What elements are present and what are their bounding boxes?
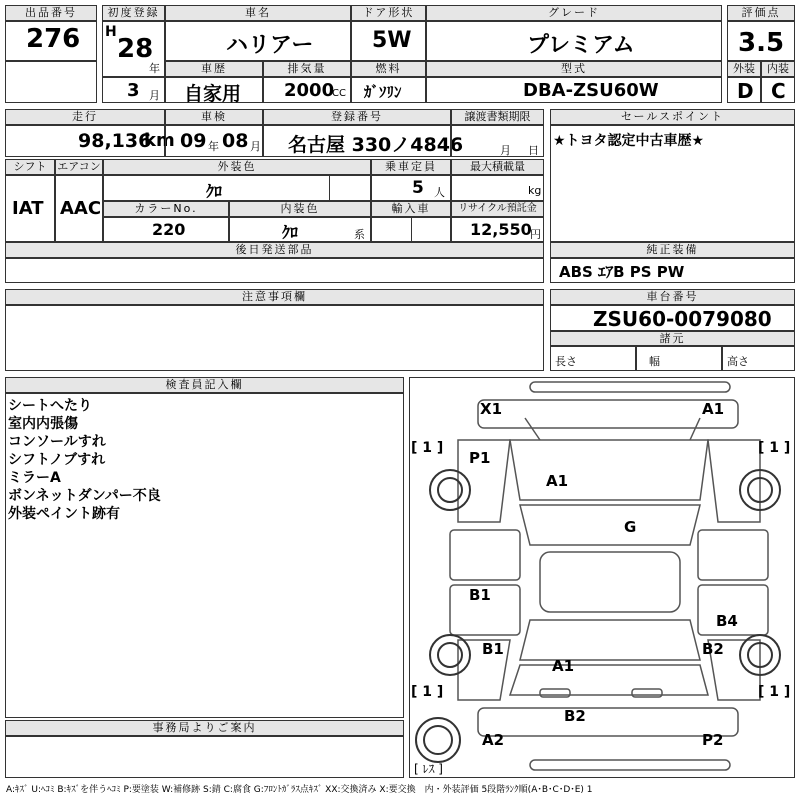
mileage-cell — [5, 125, 175, 157]
inspection-year: 09 — [180, 130, 207, 152]
tire-tread-front-right: [ 1 ] — [758, 440, 791, 456]
capacity-value: 5 — [412, 178, 424, 198]
damage-mark-b4: B4 — [716, 612, 738, 630]
model-cell — [426, 77, 722, 103]
inspector-line: 外装ペイント跡有 — [8, 506, 120, 522]
recycle-cell — [451, 217, 544, 242]
registration-month: 3 — [127, 80, 140, 101]
exterior-grade-cell — [727, 77, 761, 103]
damage-mark-p2: P2 — [702, 731, 724, 749]
car-name: ハリアー — [226, 33, 314, 58]
spec-width-cell — [636, 346, 722, 371]
score-header: 評価点 — [727, 5, 795, 21]
damage-mark-b2-right: B2 — [702, 640, 724, 658]
office-cell — [5, 736, 404, 778]
history-cell — [165, 77, 263, 103]
sales-point-header: セールスポイント — [550, 109, 795, 125]
tire-tread-rear-left: [ 1 ] — [411, 684, 444, 700]
displacement-header: 排気量 — [263, 61, 351, 77]
exterior-color-sub — [329, 175, 371, 201]
spec-width-label: 幅 — [649, 355, 660, 368]
spec-length-cell — [550, 346, 636, 371]
spec-header: 諸元 — [550, 331, 795, 346]
interior-color-cell — [229, 217, 371, 242]
equipment-cell — [550, 258, 795, 283]
color-number-cell — [103, 217, 229, 242]
spec-height-cell — [722, 346, 795, 371]
spec-height-label: 高さ — [727, 355, 749, 368]
history-header: 車歴 — [165, 61, 263, 77]
car-diagram-panel — [409, 377, 795, 778]
sales-point-text: ★トヨタ認定中古車歴★ — [553, 133, 705, 149]
tire-tread-rear-right: [ 1 ] — [758, 684, 791, 700]
registration-number: 名古屋 330ノ4846 — [288, 134, 464, 156]
yen-unit: 円 — [530, 228, 541, 241]
equipment-header: 純正装備 — [550, 242, 795, 258]
equipment-value: ABS ｴｱB PS PW — [559, 263, 685, 281]
recycle-value: 12,550 — [470, 220, 532, 239]
aircon-header: エアコン — [55, 159, 103, 175]
fuel-value: ｶﾞｿﾘﾝ — [364, 83, 402, 101]
capacity-cell — [371, 175, 451, 201]
color-number-header: カラーNo. — [103, 201, 229, 217]
lot-number-blank — [5, 61, 97, 103]
inspection-year-unit: 年 — [208, 140, 219, 153]
shift-value: IAT — [12, 198, 44, 219]
shift-cell — [5, 175, 55, 242]
mileage-header: 走行 — [5, 109, 165, 125]
office-header: 事務局よりご案内 — [5, 720, 404, 736]
tire-tread-front-left: [ 1 ] — [411, 440, 444, 456]
inspector-line: 室内内張傷 — [8, 416, 78, 432]
damage-mark-x1: X1 — [480, 400, 503, 418]
score-cell — [727, 21, 795, 61]
fuel-cell — [351, 77, 426, 103]
inspection-header: 車検 — [165, 109, 263, 125]
inspector-cell — [5, 393, 404, 718]
inspector-line: ミラーA — [8, 470, 61, 486]
door-header: ドア形状 — [351, 5, 426, 21]
km-unit: km — [144, 130, 175, 151]
recycle-header: リサイクル預託金 — [451, 201, 544, 217]
transfer-day-unit: 日 — [528, 144, 539, 157]
lot-number: 276 — [26, 24, 81, 54]
inspection-month-unit: 月 — [250, 140, 261, 153]
chassis-header: 車台番号 — [550, 289, 795, 305]
model-header: 型式 — [426, 61, 722, 77]
sales-point-cell — [550, 125, 795, 242]
grade-header: グレード — [426, 5, 722, 21]
chassis-cell — [550, 305, 795, 331]
displacement-cell — [263, 77, 351, 103]
exterior-grade: D — [737, 79, 754, 103]
registration-number-cell — [263, 125, 464, 157]
notes-header: 注意事項欄 — [5, 289, 544, 305]
interior-grade-cell — [761, 77, 795, 103]
displacement-value: 2000 — [284, 80, 335, 101]
spare-tire-label: [ ﾚｽ ] — [414, 762, 443, 776]
max-load-header: 最大積載量 — [451, 159, 544, 175]
score-value: 3.5 — [738, 28, 785, 58]
notes-cell — [5, 305, 544, 371]
grade-value: プレミアム — [527, 33, 635, 58]
first-registration-month-cell — [102, 77, 165, 103]
inspector-line: シートへたり — [8, 398, 92, 414]
inspector-line: コンソールすれ — [8, 434, 106, 450]
chassis-number: ZSU60-0079080 — [593, 307, 772, 331]
interior-color-header: 内装色 — [229, 201, 371, 217]
cc-unit: CC — [332, 88, 346, 99]
damage-mark-g: G — [624, 518, 637, 536]
capacity-header: 乗車定員 — [371, 159, 451, 175]
import-cell-divider — [411, 217, 412, 242]
damage-mark-a1-rear: A1 — [552, 657, 575, 675]
exterior-color: ｸﾛ — [206, 182, 223, 201]
spec-length-label: 長さ — [555, 355, 577, 368]
interior-color: ｸﾛ — [282, 223, 299, 242]
max-load-cell — [451, 175, 544, 201]
inspection-cell — [165, 125, 263, 157]
aircon-value: AAC — [60, 198, 102, 219]
registration-number-header: 登録番号 — [263, 109, 451, 125]
later-parts-header: 後日発送部品 — [5, 242, 544, 258]
inspector-line: シフトノブすれ — [8, 452, 106, 468]
inspector-header: 検査員記入欄 — [5, 377, 404, 393]
fuel-header: 燃料 — [351, 61, 426, 77]
car-name-header: 車名 — [165, 5, 351, 21]
model-value: DBA-ZSU60W — [523, 80, 659, 101]
transfer-deadline-header: 譲渡書類期限 — [451, 109, 544, 125]
history-value: 自家用 — [184, 83, 242, 105]
first-registration-year-cell — [102, 21, 165, 77]
interior-color-unit: 系 — [354, 228, 365, 241]
lot-number-header: 出品番号 — [5, 5, 97, 21]
first-registration-header: 初度登録 — [102, 5, 165, 21]
lot-number-cell — [5, 21, 97, 61]
import-header: 輸入車 — [371, 201, 451, 217]
car-name-cell — [165, 21, 351, 61]
color-number: 220 — [152, 220, 186, 239]
damage-mark-a1-front: A1 — [702, 400, 725, 418]
grade-cell — [426, 21, 722, 61]
damage-mark-b1-rear: B1 — [482, 640, 504, 658]
door-cell — [351, 21, 426, 61]
damage-mark-p1: P1 — [469, 449, 491, 467]
later-parts-cell — [5, 258, 544, 283]
shift-header: シフト — [5, 159, 55, 175]
exterior-color-header: 外装色 — [103, 159, 371, 175]
capacity-unit: 人 — [434, 186, 445, 199]
door-type: 5W — [372, 28, 412, 53]
year-unit: 年 — [149, 62, 160, 75]
interior-grade: C — [771, 79, 786, 103]
aircon-cell — [55, 175, 103, 242]
damage-mark-b1-front: B1 — [469, 586, 491, 604]
transfer-month-unit: 月 — [500, 144, 511, 157]
era-label: H — [105, 24, 117, 40]
legend-text: A:ｷｽﾞ U:ﾍｺﾐ B:ｷｽﾞを伴うﾍｺﾐ P:要塗装 W:補修跡 S:錆 C:腐食 G:ﾌﾛﾝﾄｶﾞﾗｽ点ｷｽﾞ XX:交換済み X:要交換 内・外装評価 5段階ﾗﾝｸ順(A･B･C･D･E) 1 — [6, 785, 593, 795]
mileage-value: 98,136 — [78, 130, 152, 152]
transfer-deadline-cell — [451, 125, 544, 157]
damage-mark-a2: A2 — [482, 731, 505, 749]
damage-mark-b2-rear: B2 — [564, 707, 586, 725]
exterior-grade-header: 外装 — [727, 61, 761, 77]
inspection-month: 08 — [222, 130, 249, 152]
month-unit: 月 — [149, 89, 160, 102]
inspector-line: ボンネットダンパー不良 — [8, 488, 161, 504]
damage-mark-a1-hood: A1 — [546, 472, 569, 490]
registration-year: 28 — [117, 34, 154, 64]
interior-grade-header: 内装 — [761, 61, 795, 77]
max-load-unit: kg — [528, 184, 542, 197]
